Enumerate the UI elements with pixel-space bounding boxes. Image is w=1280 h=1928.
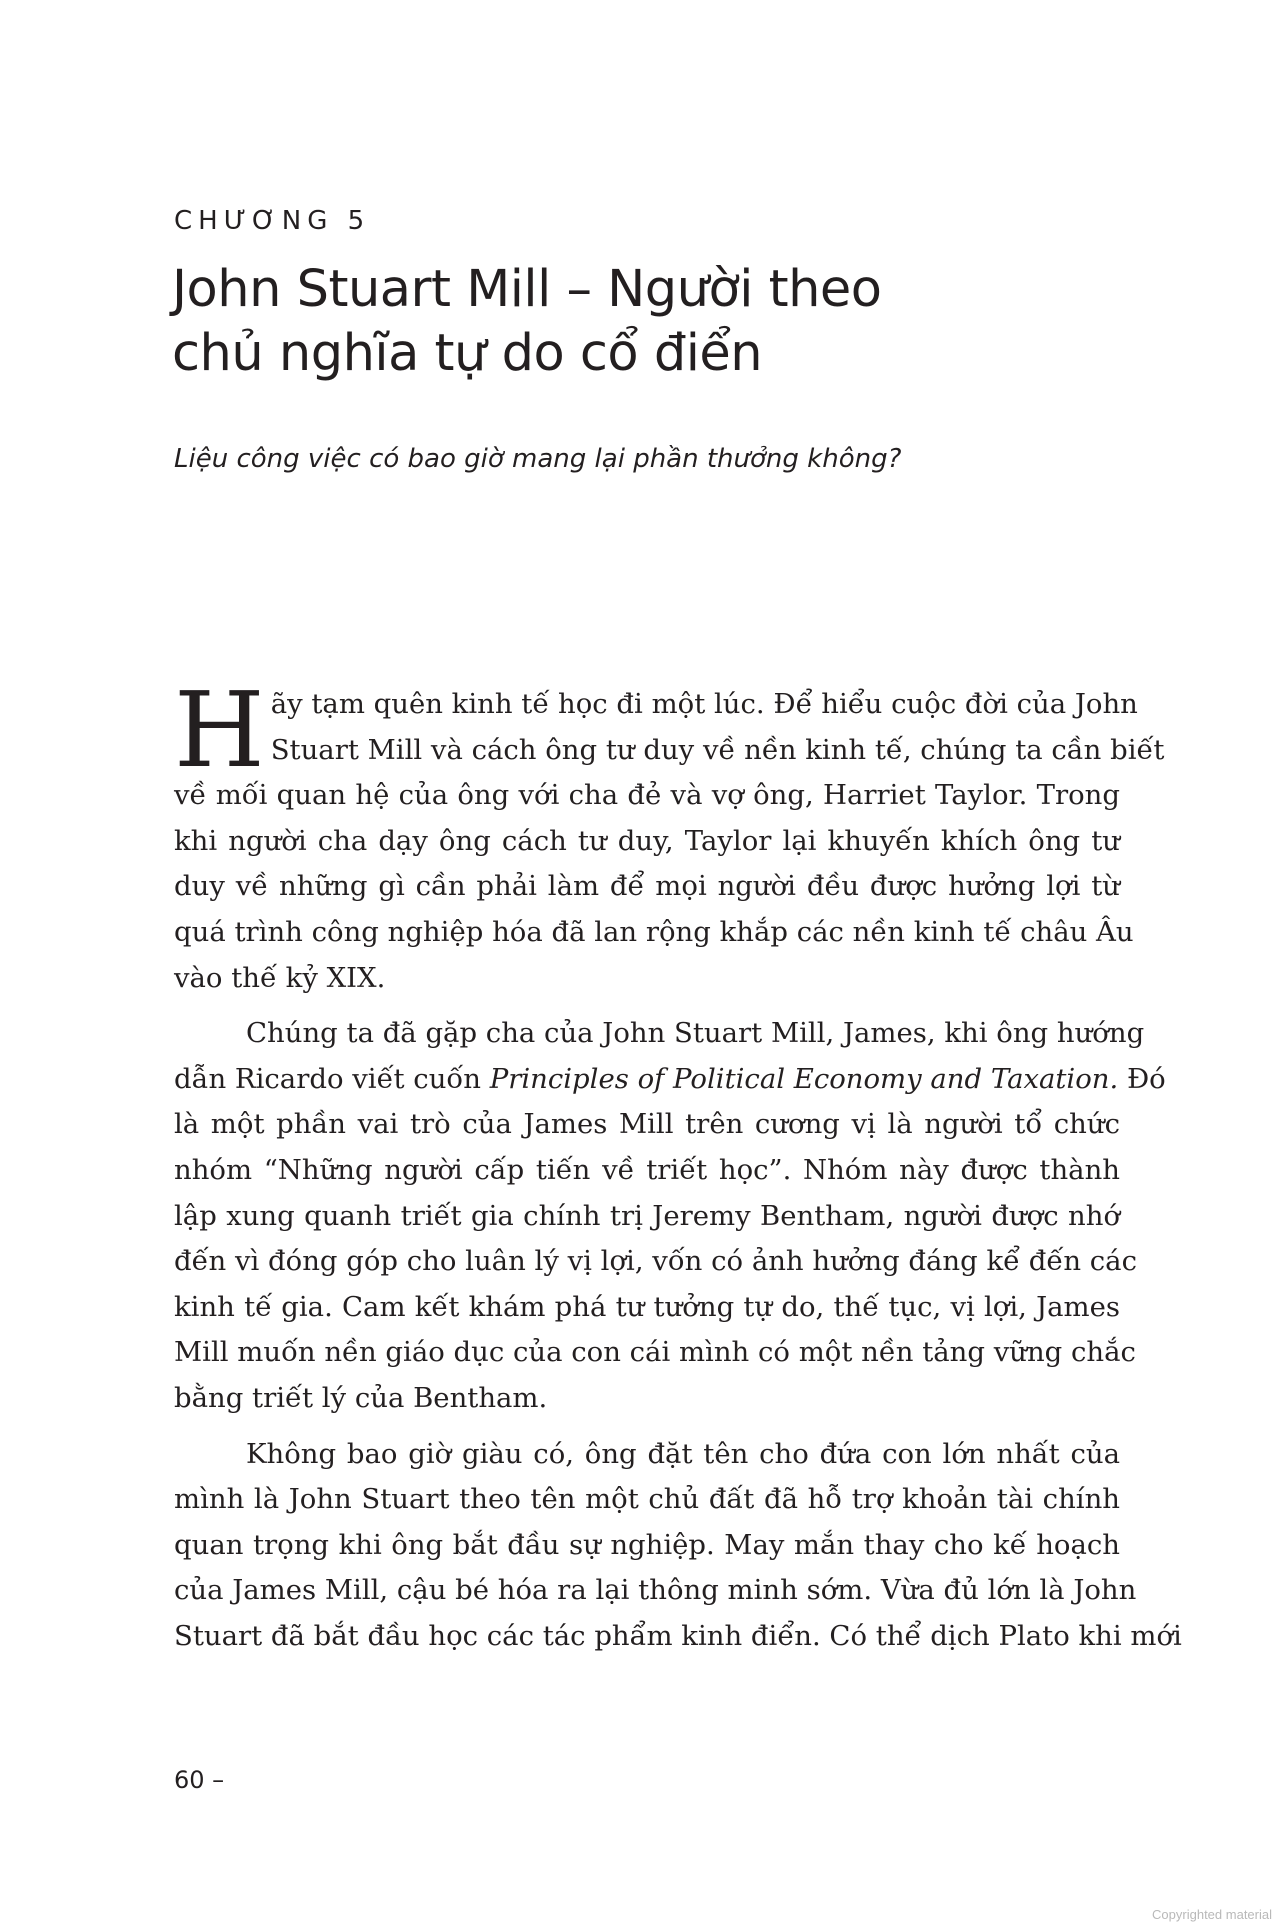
- text-line: Mill muốn nền giáo dục của con cái mình có một nền tảng vững chắc: [174, 1336, 1136, 1369]
- chapter-label: CHƯƠNG 5: [174, 206, 371, 236]
- chapter-title: [172, 258, 1072, 386]
- text-line: của James Mill, cậu bé hóa ra lại thông minh sớm. Vừa đủ lớn là John: [174, 1574, 1137, 1607]
- text-line: về mối quan hệ của ông với cha đẻ và vợ ông, Harriet Taylor. Trong: [174, 779, 1120, 812]
- paragraph-1: [174, 669, 1165, 1001]
- text-span: Đó: [1118, 1062, 1166, 1095]
- text-line: quá trình công nghiệp hóa đã lan rộng khắp các nền kinh tế châu Âu: [174, 915, 1134, 948]
- text-line: Stuart Mill và cách ông tư duy về nền kinh tế, chúng ta cần biết: [270, 733, 1165, 766]
- page-number: 60 –: [174, 1766, 225, 1794]
- copyright-watermark: Copyrighted material: [1152, 1907, 1272, 1922]
- chapter-title-line-2: chủ nghĩa tự do cổ điển: [172, 324, 763, 383]
- chapter-epigraph: Liệu công việc có bao giờ mang lại phần thưởng không?: [174, 444, 902, 474]
- chapter-title-line-1: John Stuart Mill – Người theo: [172, 260, 882, 319]
- text-line: nhóm “Những người cấp tiến về triết học”. Nhóm này được thành: [174, 1153, 1120, 1186]
- text-line: bằng triết lý của Bentham.: [174, 1381, 548, 1414]
- text-line: vào thế kỷ XIX.: [174, 961, 386, 994]
- text-line: quan trọng khi ông bắt đầu sự nghiệp. May mắn thay cho kế hoạch: [174, 1528, 1120, 1561]
- text-line: Stuart đã bắt đầu học các tác phẩm kinh điển. Có thể dịch Plato khi mới: [174, 1619, 1182, 1652]
- text-span: dẫn Ricardo viết cuốn: [174, 1062, 490, 1095]
- text-line: [174, 1057, 1166, 1103]
- text-line: kinh tế gia. Cam kết khám phá tư tưởng tự do, thế tục, vị lợi, James: [174, 1290, 1120, 1323]
- text-line: duy về những gì cần phải làm để mọi người đều được hưởng lợi từ: [174, 870, 1120, 903]
- text-line: khi người cha dạy ông cách tư duy, Taylor lại khuyến khích ông tư: [174, 824, 1120, 857]
- paragraph-2: [174, 1011, 1166, 1421]
- body-text: [174, 669, 1182, 1659]
- text-line: Chúng ta đã gặp cha của John Stuart Mill, James, khi ông hướng: [246, 1017, 1145, 1050]
- drop-cap: H: [174, 669, 265, 791]
- text-line: mình là John Stuart theo tên một chủ đất đã hỗ trợ khoản tài chính: [174, 1483, 1120, 1516]
- paragraph-3: [174, 1432, 1182, 1660]
- text-line: ãy tạm quên kinh tế học đi một lúc. Để hiểu cuộc đời của John: [270, 688, 1138, 720]
- text-line: là một phần vai trò của James Mill trên cương vị là người tổ chức: [174, 1108, 1120, 1141]
- text-line: Không bao giờ giàu có, ông đặt tên cho đứa con lớn nhất của: [246, 1437, 1120, 1470]
- text-line: đến vì đóng góp cho luân lý vị lợi, vốn có ảnh hưởng đáng kể đến các: [174, 1245, 1137, 1278]
- text-line: lập xung quanh triết gia chính trị Jeremy Bentham, người được nhớ: [174, 1199, 1120, 1232]
- book-title: Principles of Political Economy and Taxation.: [489, 1062, 1119, 1095]
